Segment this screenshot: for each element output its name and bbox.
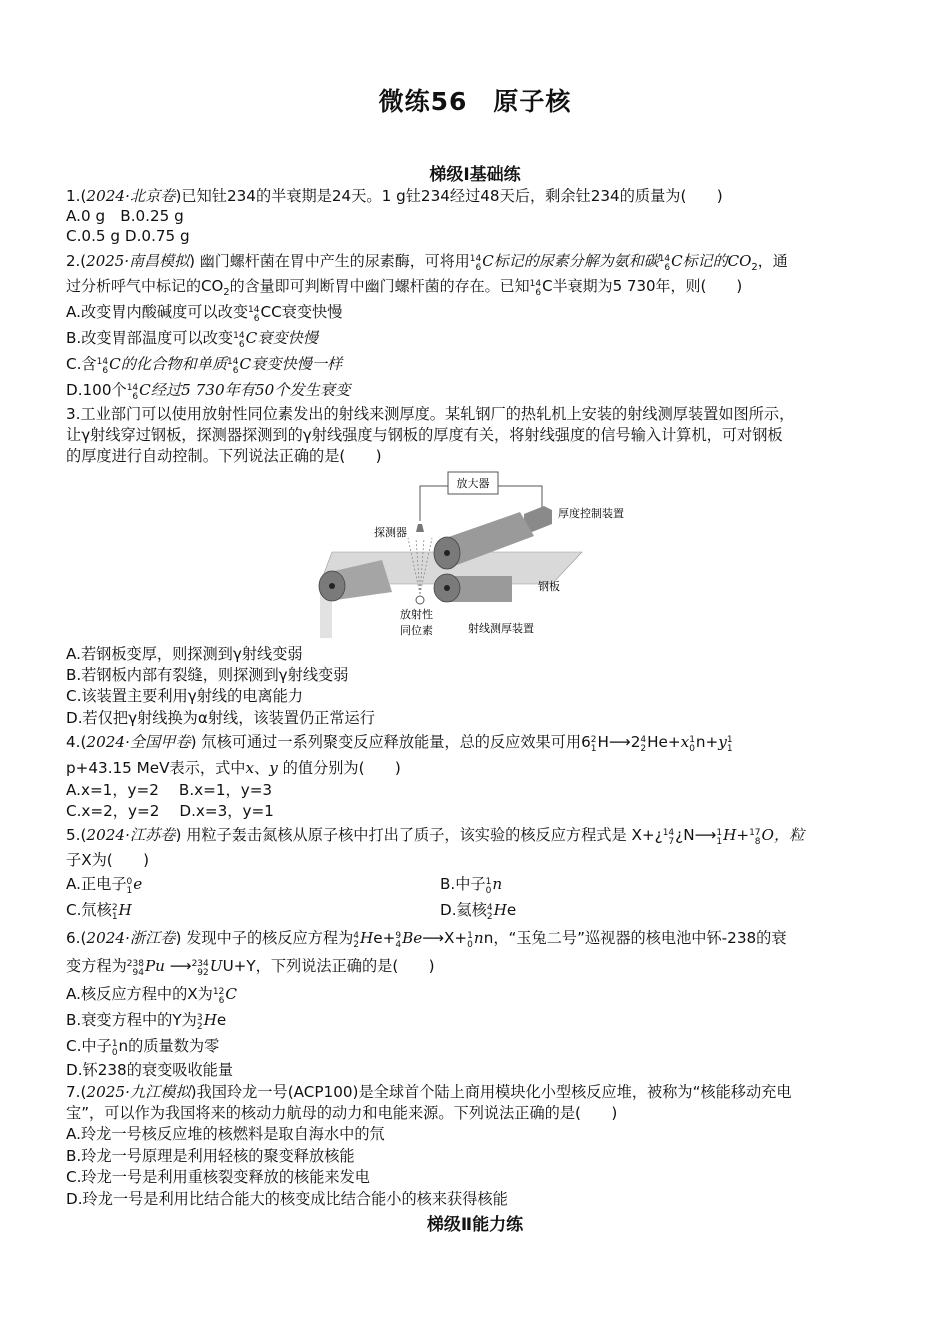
q3-stem-2: 让γ射线穿过钢板，探测器探测到的γ射线强度与钢板的厚度有关，将射线强度的信号输入计算机，可对钢板 [66,426,783,444]
q5-stem-1: 5.(2024·江苏卷) 用粒子轰击氮核从原子核中打出了质子，该实验的核反应方程式是 X+¿ 14 7 ¿N⟶ 1 1 H+ 17 8 O，粒 [66,826,805,847]
upper-roller-axle [444,550,450,556]
page-title: 微练56 原子核 [378,87,572,116]
q6-option-d: D.钚238的衰变吸收能量 [66,1061,234,1079]
q7-option-a: A.玲龙一号核反应堆的核燃料是取自海水中的氘 [66,1125,385,1143]
q3-option-a: A.若钢板变厚，则探测到γ射线变弱 [66,645,303,663]
q7-stem-1: 7.(2025·九江模拟)我国玲龙一号(ACP100)是全球首个陆上商用模块化小型核反应堆，被称为“核能移动充电 [66,1083,792,1101]
q7-stem-2: 宝”，可以作为我国将来的核动力航母的动力和电能来源。下列说法正确的是( ) [66,1104,618,1122]
q2-option-a: A.改变胃内酸碱度可以改变 14 6 CC衰变快慢 [66,303,343,324]
isotope-source [416,596,424,604]
q2-stem-2: 过分析呼气中标记的$CO_2$的含量即可判断胃中幽门螺杆菌的存在。已知 14 6 C半衰期为5 730年，则( ) [66,277,743,298]
q5-options-cd: C.氘核 2 1 H D.氦核 4 2 He [66,901,517,922]
section-basic: 梯级Ⅰ基础练 [429,165,521,185]
q7-option-b: B.玲龙一号原理是利用轻核的聚变释放核能 [66,1147,355,1165]
section-advanced: 梯级Ⅱ能力练 [426,1215,524,1235]
isotope-label-1: 放射性 [400,608,433,621]
detector-shape [416,524,424,532]
q2-option-c: C.含 14 6 C的化合物和单质 14 6 C衰变快慢一样 [66,355,343,376]
q4-options-ab: A.x=1，y=2 B.x=1，y=3 [66,781,273,799]
q1-options-cd: C.0.5 g D.0.75 g [66,227,190,245]
q5-stem-2: 子X为( ) [66,851,150,869]
q6-option-b: B.衰变方程中的Y为 3 2 He [66,1011,227,1032]
figure-caption: 射线测厚装置 [468,622,534,635]
q7-option-c: C.玲龙一号是利用重核裂变释放的核能来发电 [66,1168,370,1186]
q4-options-cd: C.x=2，y=2 D.x=3，y=1 [66,802,274,820]
wire-left [420,486,448,521]
q3-option-d: D.若仅把γ射线换为α射线，该装置仍正常运行 [66,709,375,727]
q3-stem-3: 的厚度进行自动控制。下列说法正确的是( ) [66,447,382,465]
q6-stem-1: 6.(2024·浙江卷) 发现中子的核反应方程为 4 2 He+ 9 4 Be⟶X+ 1 0 nn，“玉兔二号”巡视器的核电池中钚-238的衰 [66,929,787,950]
q3-stem-1: 3.工业部门可以使用放射性同位素发出的射线来测厚度。某轧钢厂的热轧机上安装的射线测厚装置如图所示， [66,405,795,423]
left-roller-axle [329,583,335,589]
control-label: 厚度控制装置 [558,507,624,520]
amplifier-label: 放大器 [456,477,490,490]
q3-option-c: C.该装置主要利用γ射线的电离能力 [66,687,304,705]
q2-option-b: B.改变胃部温度可以改变 14 6 C衰变快慢 [66,329,318,350]
q3-option-b: B.若钢板内部有裂缝，则探测到γ射线变弱 [66,666,349,684]
isotope-label-2: 同位素 [400,624,433,637]
q5-options-ab: A.正电子 0 1 e B.中子 1 0 n [66,875,503,896]
q4-stem-1: 4.(2024·全国甲卷) 氘核可通过一系列聚变反应释放能量，总的反应效果可用6 2 1 H⟶2 4 2 He+x 1 0 n+y 1 1 [66,733,733,754]
q7-option-d: D.玲龙一号是利用比结合能大的核变成比结合能小的核来获得核能 [66,1190,508,1208]
q6-option-a: A.核反应方程中的X为 12 6 C [66,985,237,1006]
q1-stem: 1.(2024·北京卷)已知钍234的半衰期是24天。1 g钍234经过48天后，剩余钍234的质量为( ) [66,187,723,205]
lower-roller-axle [444,585,450,591]
q4-stem-2: p+43.15 MeV表示，式中x、y 的值分别为( ) [66,759,401,777]
thickness-gauge-figure [312,466,642,640]
q2-option-d: D.100个 14 6 C经过5 730年有50个发生衰变 [66,381,351,402]
q6-option-c: C.中子 1 0 n的质量数为零 [66,1037,220,1058]
q6-stem-2: 变方程为 238 94 Pu ⟶ 234 92 UU+Y，下列说法正确的是( ) [66,957,435,978]
detector-label: 探测器 [374,526,407,539]
q2-stem-1: 2.(2025·南昌模拟) 幽门螺杆菌在胃中产生的尿素酶，可将用 14 6 C标记的尿素分解为氨和碳 14 6 C标记的$CO_2$，通 [66,252,788,273]
q1-options-ab: A.0 g B.0.25 g [66,207,184,225]
plate-label: 钢板 [538,580,560,593]
